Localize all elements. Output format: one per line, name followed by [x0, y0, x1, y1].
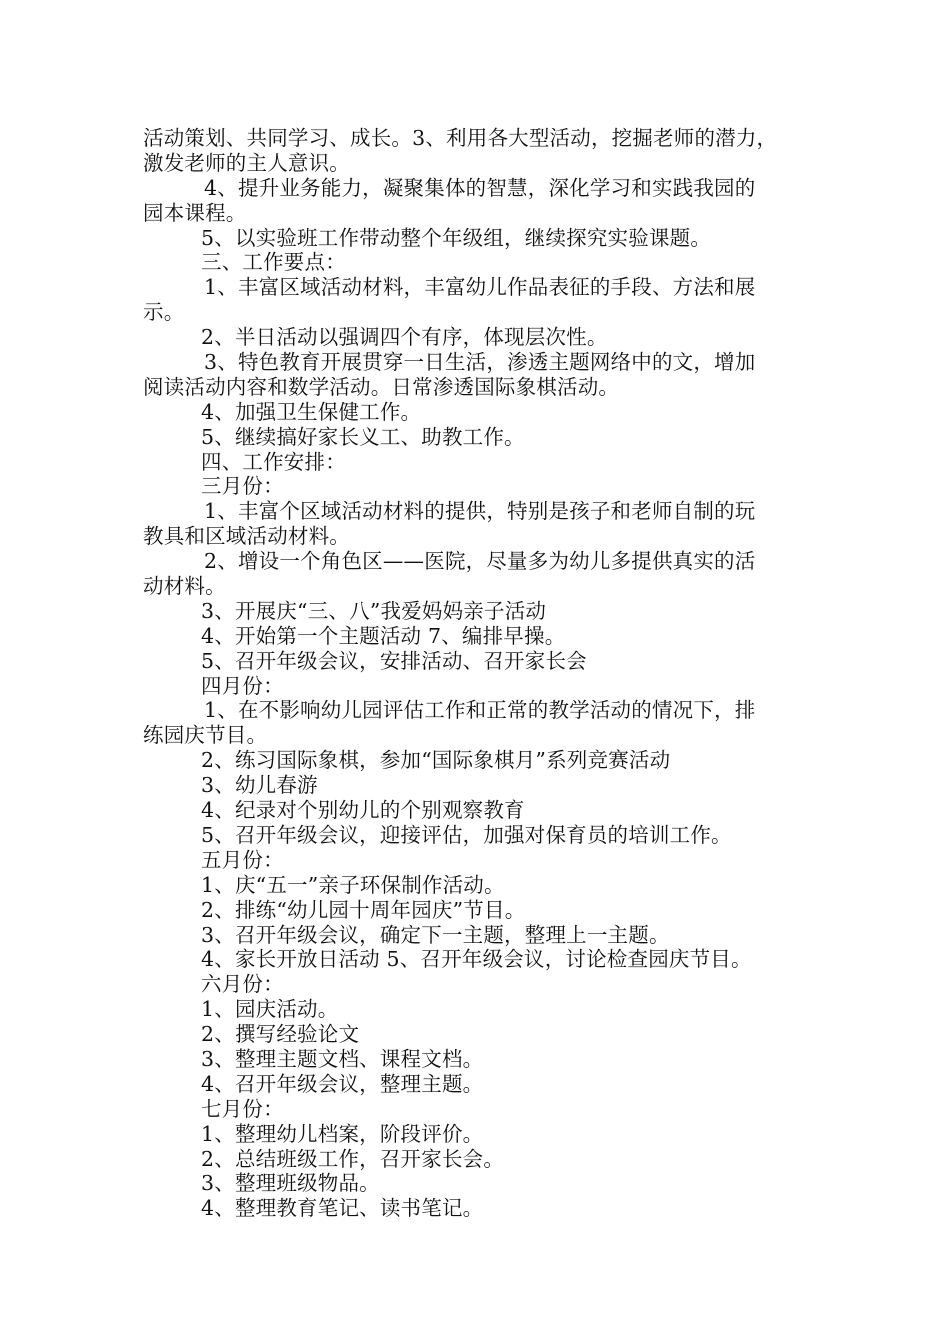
text-line: 1、丰富区域活动材料，丰富幼儿作品表征的手段、方法和展 [204, 275, 756, 300]
text-line: 3、幼儿春游 [201, 773, 318, 798]
text-line: 4、加强卫生保健工作。 [201, 399, 422, 424]
text-line: 4、提升业务能力，凝聚集体的智慧，深化学习和实践我园的 [204, 175, 756, 200]
text-line: 2、练习国际象棋，参加“国际象棋月”系列竞赛活动 [201, 748, 671, 773]
text-line: 2、半日活动以强调四个有序，体现层次性。 [201, 325, 608, 350]
text-line: 教具和区域活动材料。 [143, 524, 350, 549]
text-line: 1、庆“五一”亲子环保制作活动。 [201, 872, 505, 897]
text-line: 4、整理教育笔记、读书笔记。 [201, 1196, 484, 1221]
text-line: 三月份： [201, 474, 284, 499]
text-line: 4、开始第一个主题活动 7、编排早操。 [201, 623, 566, 648]
text-line: 阅读活动内容和数学活动。日常渗透国际象棋活动。 [143, 374, 620, 399]
text-line: 4、召开年级会议，整理主题。 [201, 1071, 484, 1096]
text-line: 1、园庆活动。 [201, 997, 339, 1022]
document-body [143, 126, 823, 1221]
text-line: 3、特色教育开展贯穿一日生活，渗透主题网络中的文，增加 [204, 350, 756, 375]
text-line: 2、撰写经验论文 [201, 1022, 360, 1047]
text-line: 5、以实验班工作带动整个年级组，继续探究实验课题。 [201, 225, 712, 250]
text-line: 3、开展庆“三、八”我爱妈妈亲子活动 [201, 598, 547, 623]
text-line: 2、增设一个角色区——医院，尽量多为幼儿多提供真实的活 [204, 549, 756, 574]
text-line: 3、整理班级物品。 [201, 1171, 380, 1196]
text-line: 七月份： [201, 1096, 284, 1121]
text-line: 四月份： [201, 673, 284, 698]
text-line: 六月份： [201, 972, 284, 997]
text-line: 5、召开年级会议，安排活动、召开家长会 [201, 648, 587, 673]
text-line: 激发老师的主人意识。 [143, 150, 350, 175]
text-line: 1、整理幼儿档案，阶段评价。 [201, 1121, 484, 1146]
text-line: 五月份： [201, 847, 284, 872]
text-line: 三、工作要点： [201, 250, 346, 275]
text-line: 2、总结班级工作，召开家长会。 [201, 1146, 505, 1171]
text-line: 4、纪录对个别幼儿的个别观察教育 [201, 798, 525, 823]
text-line: 1、在不影响幼儿园评估工作和正常的教学活动的情况下，排 [204, 698, 756, 723]
text-line: 四、工作安排： [201, 449, 346, 474]
text-line: 园本课程。 [143, 200, 247, 225]
text-line: 动材料。 [143, 574, 226, 599]
text-line: 1、丰富个区域活动材料的提供，特别是孩子和老师自制的玩 [204, 499, 756, 524]
text-line: 2、排练“幼儿园十周年园庆”节目。 [201, 897, 526, 922]
text-line: 5、继续搞好家长义工、助教工作。 [201, 424, 525, 449]
text-line: 4、家长开放日活动 5、召开年级会议，讨论检查园庆节目。 [201, 947, 752, 972]
text-line: 活动策划、共同学习、成长。3、利用各大型活动，挖掘老师的潜力， [143, 126, 778, 150]
text-line: 5、召开年级会议，迎接评估，加强对保育员的培训工作。 [201, 822, 732, 847]
text-line: 练园庆节目。 [143, 723, 268, 748]
text-line: 3、整理主题文档、课程文档。 [201, 1046, 484, 1071]
text-line: 示。 [143, 300, 185, 325]
text-line: 3、召开年级会议，确定下一主题，整理上一主题。 [201, 922, 670, 947]
